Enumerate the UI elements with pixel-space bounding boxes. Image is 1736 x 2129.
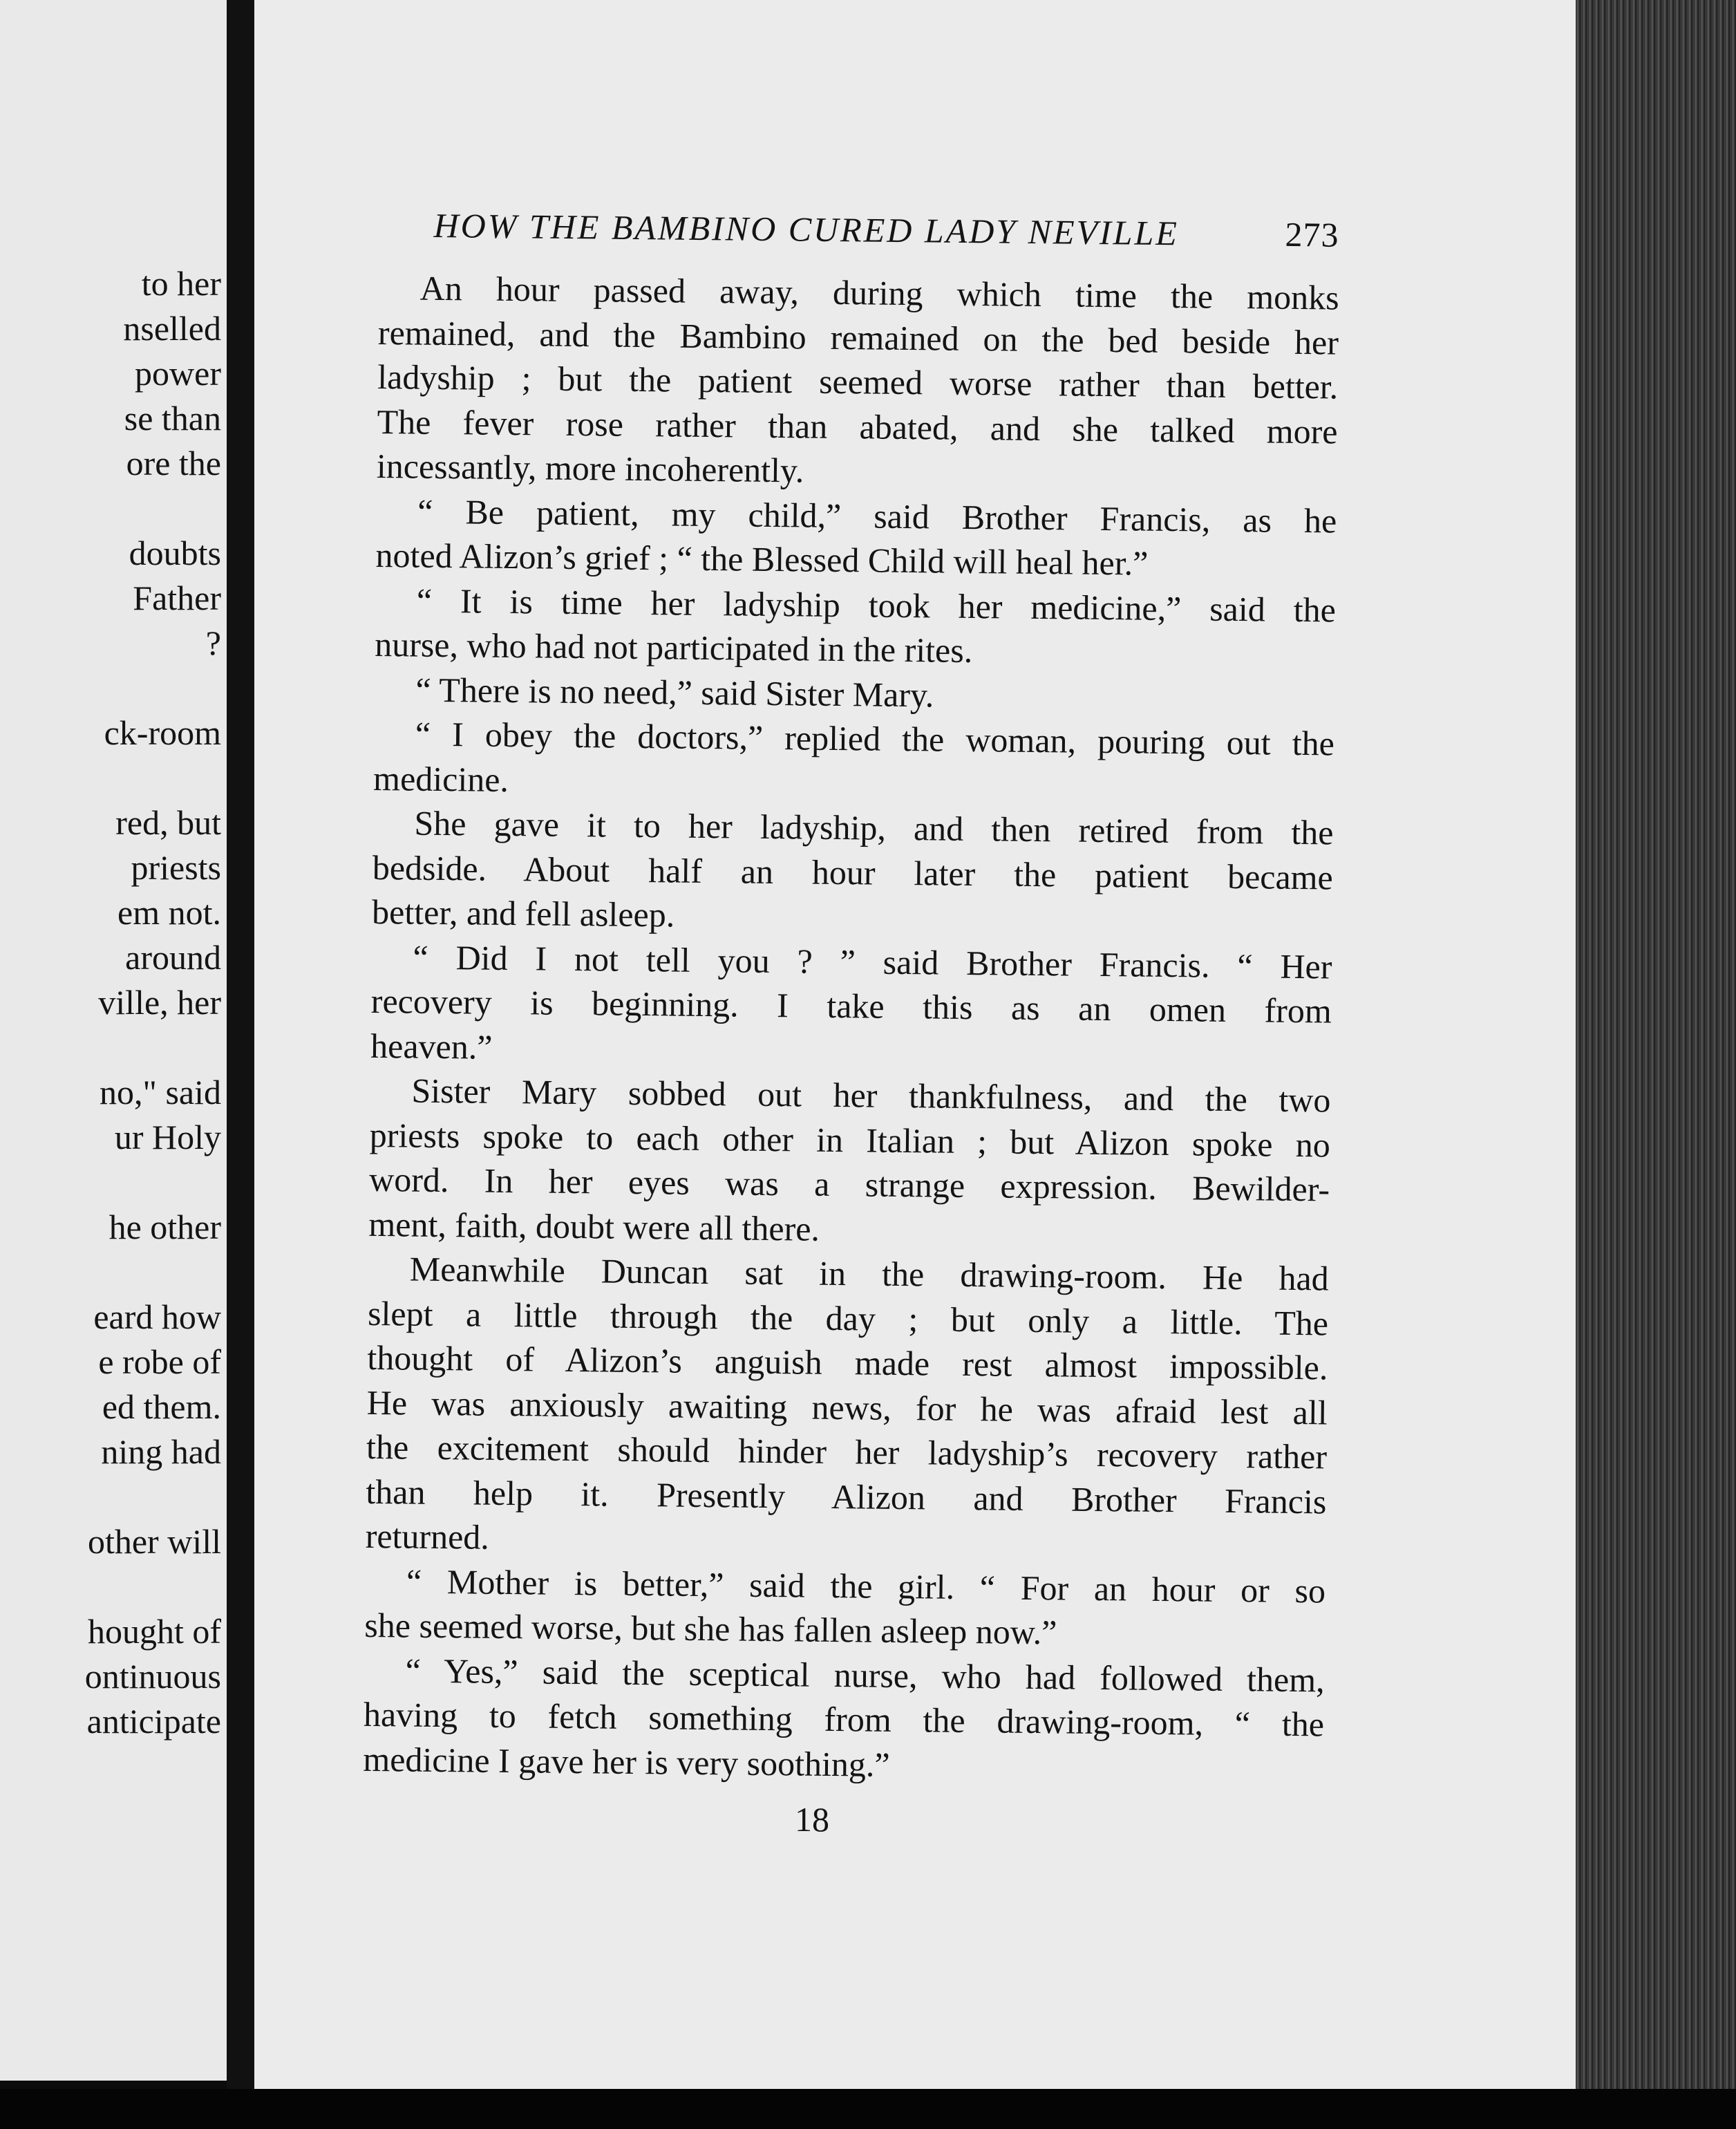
text-line: remained, and the Bambino remained on the bed beside her (377, 312, 1339, 362)
text-line: An hour passed away, during which time the monks (419, 268, 1339, 317)
previous-page-line: hought of (87, 1612, 221, 1651)
signature-mark: 18 (795, 1800, 829, 1839)
text-line: “ Did I not tell you ? ” said Brother Francis. “ Her (413, 937, 1332, 986)
previous-page-line: to her (141, 264, 221, 303)
text-line: returned. (365, 1516, 490, 1557)
previous-page-line: no," said (100, 1073, 221, 1112)
text-line: “ I obey the doctors,” replied the woman, pouring out the (415, 714, 1335, 763)
previous-page-line: se than (124, 399, 221, 438)
text-line: ment, faith, doubt were all there. (368, 1204, 820, 1248)
previous-page-line: nselled (123, 309, 221, 348)
previous-page-line (0, 1160, 221, 1205)
previous-page-line: ? (205, 623, 221, 662)
body-text (363, 265, 1339, 1791)
text-line: The fever rose rather than abated, and she talked more (377, 402, 1338, 451)
book-gutter (227, 0, 254, 2129)
text-line: Meanwhile Duncan sat in the drawing-room. He had (409, 1249, 1330, 1298)
previous-page (0, 0, 227, 2081)
previous-page-line: Father (133, 579, 221, 617)
previous-page-line (0, 1250, 221, 1295)
previous-page-line: anticipate (86, 1702, 221, 1741)
previous-page-line (0, 486, 221, 531)
running-head-title: HOW THE BAMBINO CURED LADY NEVILLE (433, 205, 1180, 253)
previous-page-line: ning had (101, 1432, 221, 1471)
previous-page-line: red, but (115, 803, 221, 842)
scan-border (0, 2089, 1736, 2129)
text-line: ladyship ; but the patient seemed worse rather than better. (377, 357, 1339, 406)
previous-page-line: priests (131, 848, 221, 887)
previous-page-line: other will (87, 1522, 221, 1561)
text-line: “ Mother is better,” said the girl. “ For an hour or so (406, 1561, 1326, 1610)
text-line: bedside. About half an hour later the patient became (372, 847, 1334, 897)
previous-page-line (0, 1564, 221, 1609)
text-line: “ Yes,” said the sceptical nurse, who had followed them, (405, 1651, 1325, 1699)
text-line: medicine. (372, 758, 509, 799)
previous-page-line: em not. (117, 893, 221, 932)
text-line: she seemed worse, but she has fallen asleep now.” (364, 1605, 1057, 1652)
text-line: medicine I gave her is very soothing.” (363, 1739, 890, 1784)
text-line: than help it. Presently Alizon and Brother Francis (366, 1472, 1327, 1521)
previous-page-line (0, 1025, 221, 1070)
text-line: “ It is time her ladyship took her medicine,” said the (416, 581, 1337, 630)
text-line: nurse, who had not participated in the rites. (374, 624, 973, 670)
text-line: noted Alizon’s grief ; “ the Blessed Child will heal her.” (375, 535, 1149, 583)
previous-page-line: he other (108, 1208, 221, 1246)
text-line: having to fetch something from the drawing-room, “ the (363, 1694, 1325, 1744)
previous-page-line: around (125, 938, 221, 977)
previous-page-line (0, 1474, 221, 1519)
page-number: 273 (1285, 214, 1339, 254)
text-line: the excitement should hinder her ladyship’s recovery rather (366, 1427, 1328, 1476)
previous-page-line: ore the (126, 444, 221, 482)
text-line: priests spoke to each other in Italian ; but Alizon spoke no (369, 1115, 1331, 1164)
previous-page-line: ed them. (102, 1387, 221, 1426)
text-line: thought of Alizon’s anguish made rest almost impossible. (367, 1338, 1328, 1387)
text-line: better, and fell asleep. (371, 892, 675, 935)
previous-page-line: ur Holy (114, 1118, 221, 1156)
previous-page-line: doubts (129, 534, 221, 572)
page-edges (1576, 0, 1736, 2129)
previous-page-line: ck-room (104, 713, 221, 752)
text-line: word. In her eyes was a strange expression. Bewilder- (368, 1159, 1330, 1209)
previous-page-line (0, 666, 221, 711)
text-line: recovery is beginning. I take this as an omen from (370, 981, 1332, 1031)
running-head (433, 198, 1339, 263)
previous-page-line: e robe of (98, 1342, 221, 1381)
text-line: “ Be patient, my child,” said Brother Francis, as he (417, 491, 1337, 541)
text-line: He was anxiously awaiting news, for he was afraid lest all (366, 1382, 1328, 1432)
text-line: She gave it to her ladyship, and then retired from the (414, 803, 1334, 852)
previous-page-line: ville, her (98, 983, 221, 1022)
previous-page-line: power (135, 354, 221, 393)
text-line: slept a little through the day ; but only a little. The (367, 1293, 1329, 1342)
text-line: heaven.” (370, 1026, 493, 1067)
text-line: incessantly, more incoherently. (376, 446, 804, 490)
previous-page-text (0, 261, 221, 1744)
text-line: “ There is no need,” said Sister Mary. (415, 670, 934, 714)
previous-page-line (0, 756, 221, 800)
text-line: Sister Mary sobbed out her thankfulness, and the two (411, 1071, 1331, 1120)
previous-page-line: ontinuous (84, 1657, 221, 1696)
previous-page-line: eard how (93, 1297, 221, 1336)
